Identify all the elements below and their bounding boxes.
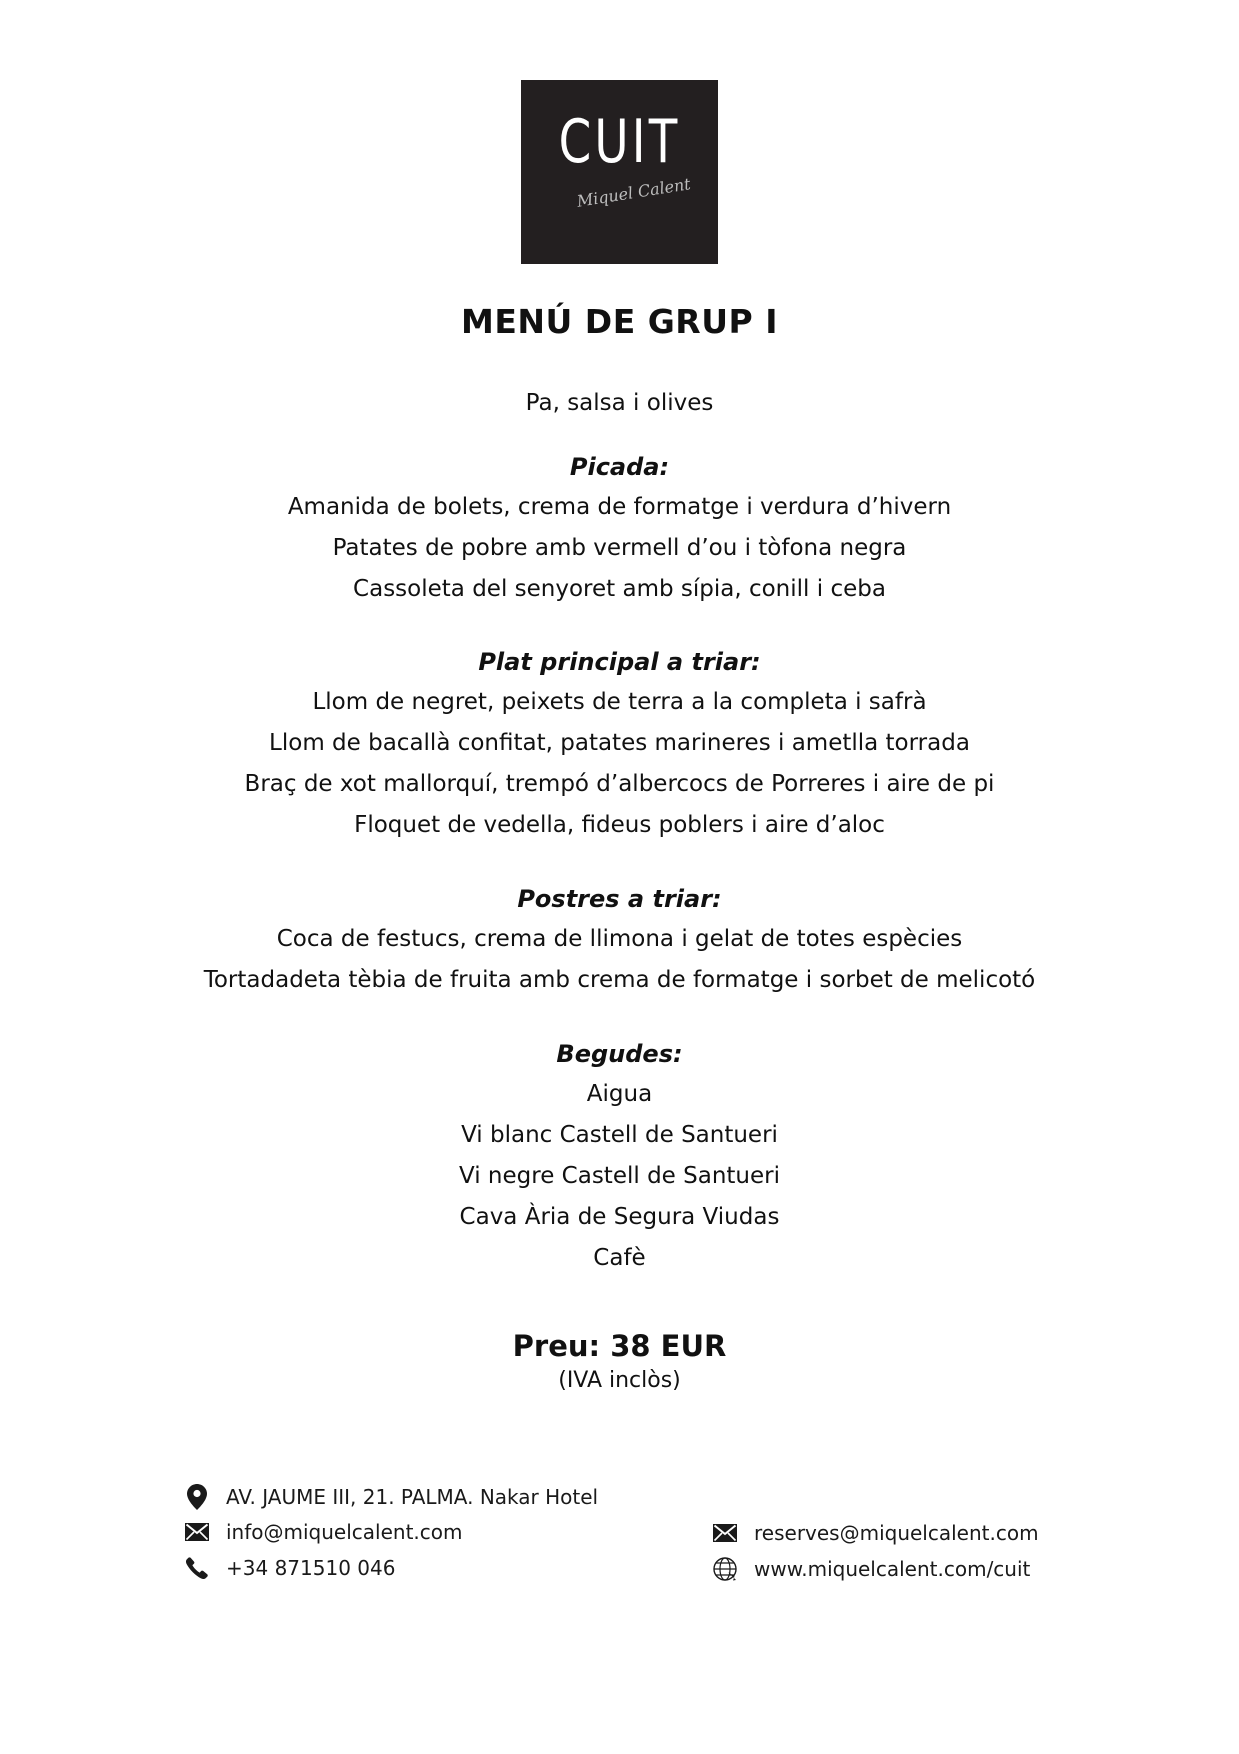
- drink-item: Cafè: [593, 1245, 646, 1271]
- logo-wordmark: CUIT: [558, 107, 681, 177]
- contact-website[interactable]: [712, 1556, 1030, 1582]
- envelope-icon: [184, 1519, 210, 1545]
- menu-item: Coca de festucs, crema de llimona i gelat de totes espècies: [276, 926, 963, 952]
- menu-item: Braç de xot mallorquí, trempó d’albercocs de Porreres i aire de pi: [244, 771, 995, 797]
- menu-item: Llom de negret, peixets de terra a la completa i safrà: [312, 689, 927, 715]
- drink-item: Aigua: [586, 1081, 653, 1107]
- section-heading-picada: Picada:: [569, 453, 670, 481]
- address-text: AV. JAUME III, 21. PALMA. Nakar Hotel: [226, 1485, 599, 1509]
- menu-price: Preu: 38 EUR: [512, 1329, 727, 1363]
- email-reserves-link[interactable]: reserves@miquelcalent.com: [754, 1521, 1039, 1545]
- logo-signature: Miquel Calent: [575, 174, 692, 211]
- menu-intro: Pa, salsa i olives: [525, 390, 714, 416]
- contact-email-info[interactable]: [184, 1519, 462, 1545]
- vat-note: (IVA inclòs): [558, 1368, 681, 1393]
- menu-item: Amanida de bolets, crema de formatge i verdura d’hivern: [287, 494, 952, 520]
- contact-email-reserves[interactable]: [712, 1520, 1039, 1546]
- drink-item: Vi negre Castell de Santueri: [459, 1163, 780, 1189]
- contact-address: [184, 1484, 598, 1510]
- drink-item: Cava Ària de Segura Viudas: [459, 1204, 780, 1230]
- location-pin-icon: [184, 1484, 210, 1510]
- email-info-link[interactable]: info@miquelcalent.com: [226, 1520, 463, 1544]
- section-heading-postres: Postres a triar:: [517, 885, 722, 913]
- globe-icon: [712, 1556, 738, 1582]
- menu-item: Patates de pobre amb vermell d’ou i tòfona negra: [332, 535, 907, 561]
- section-heading-principal: Plat principal a triar:: [478, 648, 761, 676]
- menu-title: MENÚ DE GRUP I: [461, 302, 778, 341]
- envelope-icon: [712, 1520, 738, 1546]
- phone-icon: [184, 1555, 210, 1581]
- menu-item: Cassoleta del senyoret amb sípia, conill i ceba: [353, 576, 886, 602]
- contact-phone[interactable]: [184, 1555, 395, 1581]
- menu-item: Floquet de vedella, fideus poblers i aire d’aloc: [354, 812, 885, 838]
- menu-item: Tortadadeta tèbia de fruita amb crema de formatge i sorbet de melicotó: [203, 967, 1036, 993]
- website-link[interactable]: www.miquelcalent.com/cuit: [754, 1557, 1031, 1581]
- section-heading-begudes: Begudes:: [556, 1040, 683, 1068]
- phone-number[interactable]: +34 871510 046: [226, 1556, 396, 1580]
- restaurant-logo: [521, 80, 718, 264]
- menu-item: Llom de bacallà confitat, patates marineres i ametlla torrada: [269, 730, 970, 756]
- drink-item: Vi blanc Castell de Santueri: [461, 1122, 778, 1148]
